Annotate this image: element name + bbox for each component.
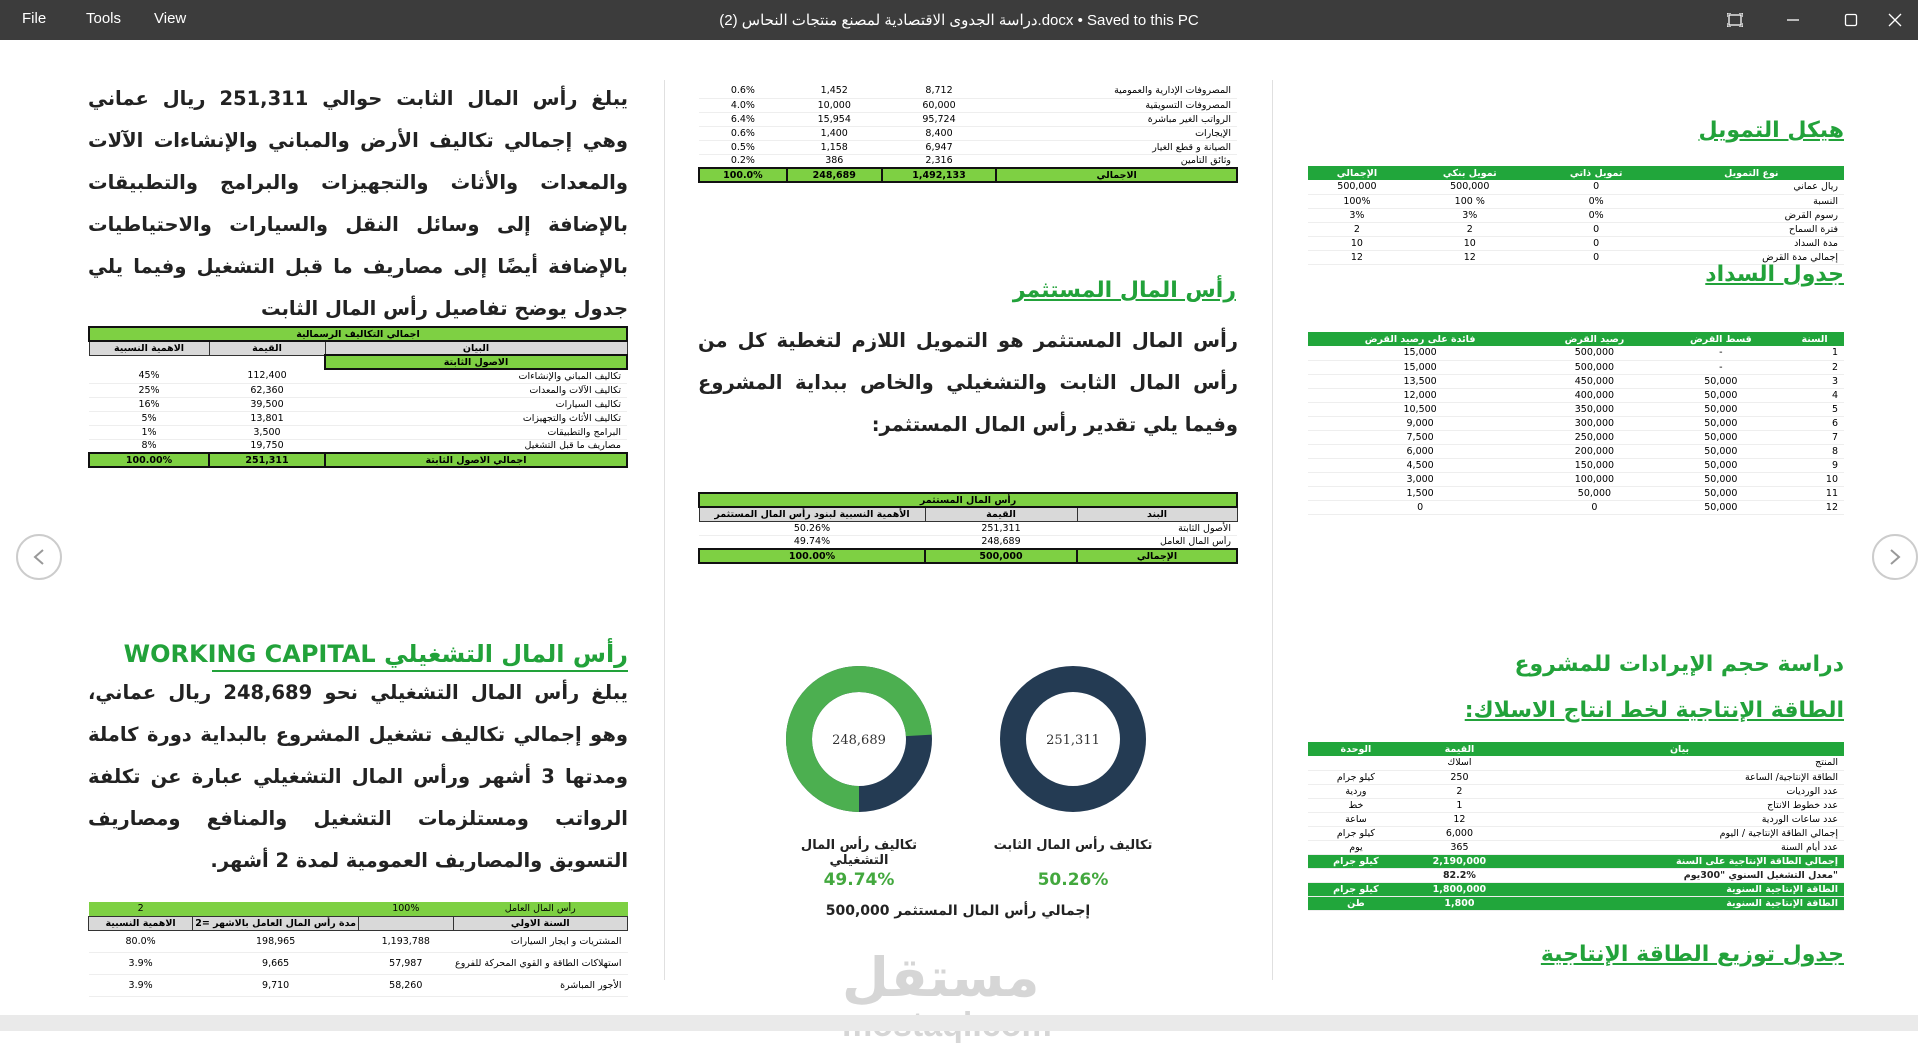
- capacity-row-cell: عدد الورديات: [1515, 784, 1844, 798]
- capex-row-cell: 62,360: [209, 383, 325, 397]
- revenue-study-heading: دراسة حجم الإيرادات للمشروع: [1514, 652, 1844, 677]
- repayment-row-cell: 4,500: [1308, 458, 1532, 472]
- capacity-summary-cell: الطاقة الإنتاجية السنوية: [1515, 896, 1844, 910]
- financing-table: [1308, 166, 1844, 265]
- repayment-row: [1308, 486, 1844, 500]
- expense-row-cell: 95,724: [882, 112, 997, 126]
- financing-row-cell: 0: [1534, 180, 1659, 194]
- donut-label-fixed: تكاليف رأس المال الثابت: [993, 838, 1153, 853]
- repayment-row-cell: 15,000: [1308, 360, 1532, 374]
- capacity-summary-cell: 82.2%: [1404, 868, 1515, 882]
- financing-row-cell: فترة السماح: [1659, 222, 1844, 236]
- capex-row: [89, 383, 627, 397]
- table-header: الوحدة: [1308, 742, 1404, 756]
- watermark-arabic: مستقل: [842, 946, 1040, 1009]
- table-header: السنة: [1785, 332, 1844, 346]
- capex-total-pct: 100.00%: [89, 453, 209, 467]
- repayment-row-cell: 350,000: [1532, 402, 1656, 416]
- capacity-row-cell: المنتج: [1515, 756, 1844, 770]
- wc-header: الاهمية النسبية: [89, 916, 193, 930]
- capex-row-cell: مصاريف ما قبل التشغيل: [325, 439, 627, 453]
- capex-row-cell: 5%: [89, 411, 209, 425]
- capex-row-cell: 19,750: [209, 439, 325, 453]
- wc-row-cell: 3.9%: [89, 974, 193, 996]
- capacity-row-cell: عدد أيام السنة: [1515, 840, 1844, 854]
- capacity-row: [1308, 826, 1844, 840]
- menu-tools[interactable]: Tools: [86, 10, 122, 27]
- wc-top-cell: 100%: [359, 902, 454, 916]
- repayment-row: [1308, 430, 1844, 444]
- financing-row-cell: إجمالي مدة القرض: [1659, 250, 1844, 264]
- capacity-row-cell: 365: [1404, 840, 1515, 854]
- donut-pct-fixed: 50.26%: [1037, 870, 1109, 890]
- repayment-row-cell: -: [1657, 346, 1785, 360]
- expense-row-cell: 0.6%: [699, 126, 787, 140]
- capacity-summary-row: [1308, 882, 1844, 896]
- expense-row-cell: الرواتب الغير مباشرة: [996, 112, 1237, 126]
- capex-table: [88, 326, 628, 468]
- capex-row-cell: البرامج والتطبيقات: [325, 425, 627, 439]
- financing-row-cell: 0: [1534, 222, 1659, 236]
- repayment-row: [1308, 374, 1844, 388]
- exp-total-value: 248,689: [787, 168, 882, 182]
- financing-row-cell: 12: [1406, 250, 1534, 264]
- page-divider: [1272, 80, 1273, 980]
- capacity-summary-cell: كيلو جرام: [1308, 854, 1404, 868]
- expense-row: [699, 112, 1237, 126]
- expense-row-cell: 0.6%: [699, 84, 787, 98]
- repayment-row-cell: 8: [1785, 444, 1844, 458]
- inv-row-cell: 50.26%: [699, 521, 925, 535]
- repayment-row-cell: 0: [1308, 500, 1532, 514]
- financing-row-cell: 500,000: [1308, 180, 1406, 194]
- expense-row-cell: 2,316: [882, 154, 997, 168]
- capacity-row-cell: 1: [1404, 798, 1515, 812]
- inv-row: [699, 535, 1237, 549]
- repayment-row: [1308, 402, 1844, 416]
- exp-total-annual: 1,492,133: [882, 168, 997, 182]
- capex-row-cell: تكاليف الآلات والمعدات: [325, 383, 627, 397]
- capex-total-label: اجمالي الاصول الثابتة: [325, 453, 627, 467]
- wc-top-cell: رأس المال العامل: [453, 902, 627, 916]
- inv-header: الأهمية النسبية لبنود رأس المال المستثمر: [699, 507, 925, 521]
- donut-pct-operating: 49.74%: [823, 870, 895, 890]
- financing-row-cell: ريال عماني: [1659, 180, 1844, 194]
- minimize-icon[interactable]: [1770, 0, 1816, 40]
- wc-row-cell: 9,710: [193, 974, 359, 996]
- capacity-summary-cell: إجمالي الطاقة الإنتاجية على السنة: [1515, 854, 1844, 868]
- financing-row-cell: 0: [1534, 236, 1659, 250]
- operating-capital-donut: [784, 664, 934, 814]
- expense-row-cell: 10,000: [787, 98, 882, 112]
- exp-total-pct: 100.0%: [699, 168, 787, 182]
- expense-row-cell: 1,158: [787, 140, 882, 154]
- repayment-heading: جدول السداد: [1705, 262, 1844, 287]
- repayment-row-cell: 9: [1785, 458, 1844, 472]
- donut-label-operating: تكاليف رأس المال التشغيلي: [800, 838, 918, 868]
- table-header: تمويل ذاتي: [1534, 166, 1659, 180]
- close-icon[interactable]: [1872, 0, 1918, 40]
- repayment-row: [1308, 472, 1844, 486]
- wc-row-cell: المشتريات و ايجار السيارات: [453, 930, 627, 952]
- wc-row-cell: 58,260: [359, 974, 454, 996]
- repayment-row: [1308, 360, 1844, 374]
- expense-row-cell: الإيجارات: [996, 126, 1237, 140]
- expense-row-cell: المصروفات التسويقية: [996, 98, 1237, 112]
- financing-row-cell: رسوم القرض: [1659, 208, 1844, 222]
- capacity-row-cell: كيلو جرام: [1308, 770, 1404, 784]
- repayment-row: [1308, 444, 1844, 458]
- invested-capital-table: [698, 492, 1238, 564]
- repayment-row-cell: 50,000: [1657, 430, 1785, 444]
- production-capacity-heading: الطاقة الإنتاجية لخط انتاج الاسلاك:: [1464, 698, 1844, 723]
- repayment-row-cell: 50,000: [1657, 388, 1785, 402]
- capacity-summary-cell: الطاقة الإنتاجية السنوية: [1515, 882, 1844, 896]
- repayment-row-cell: 300,000: [1532, 416, 1656, 430]
- expense-row-cell: 4.0%: [699, 98, 787, 112]
- financing-row: [1308, 208, 1844, 222]
- working-capital-heading: رأس المال التشغيلي WORKING CAPITAL: [123, 640, 628, 668]
- wc-row-cell: الأجور المباشرة: [453, 974, 627, 996]
- capex-row-cell: 1%: [89, 425, 209, 439]
- capacity-row-cell: إجمالي الطاقة الإنتاجية / اليوم: [1515, 826, 1844, 840]
- repayment-row-cell: 50,000: [1532, 486, 1656, 500]
- expense-row: [699, 126, 1237, 140]
- repayment-row: [1308, 500, 1844, 514]
- capacity-row: [1308, 770, 1844, 784]
- capacity-row-cell: 12: [1404, 812, 1515, 826]
- financing-row-cell: 3%: [1406, 208, 1534, 222]
- wc-row: [89, 974, 628, 996]
- repayment-row-cell: 15,000: [1308, 346, 1532, 360]
- expense-row-cell: 1,452: [787, 84, 882, 98]
- inv-row-cell: الأصول الثابتة: [1077, 521, 1237, 535]
- expense-row-cell: 60,000: [882, 98, 997, 112]
- inv-header: القيمة: [925, 507, 1077, 521]
- inv-title: رأس المال المستثمر: [699, 493, 1237, 507]
- capacity-summary-cell: طن: [1308, 896, 1404, 910]
- wc-row: [89, 930, 628, 952]
- repayment-row-cell: 50,000: [1657, 458, 1785, 472]
- table-header: بيان: [1515, 742, 1844, 756]
- wc-header: السنة الاولي: [453, 916, 627, 930]
- repayment-row-cell: 0: [1532, 500, 1656, 514]
- repayment-row-cell: 50,000: [1657, 472, 1785, 486]
- donut-center-value: 251,311: [1046, 733, 1100, 748]
- inv-total-label: الإجمالي: [1077, 549, 1237, 563]
- invested-capital-paragraph: رأس المال المستثمر هو التمويل اللازم لتغطية كل من رأس المال الثابت والتشغيلي والخاص ببداية المشروع وفيما يلي تقدير رأس المال المستثمر:: [698, 329, 1238, 436]
- expense-row-cell: 6,947: [882, 140, 997, 154]
- repayment-row-cell: 7: [1785, 430, 1844, 444]
- expense-row-cell: 1,400: [787, 126, 882, 140]
- capex-row: [89, 369, 627, 383]
- repayment-row-cell: 500,000: [1532, 346, 1656, 360]
- repayment-row-cell: 5: [1785, 402, 1844, 416]
- capacity-row-cell: 2: [1404, 784, 1515, 798]
- repayment-row-cell: 3,000: [1308, 472, 1532, 486]
- financing-row-cell: 2: [1308, 222, 1406, 236]
- repayment-table: [1308, 332, 1844, 515]
- financing-row-cell: 10: [1406, 236, 1534, 250]
- working-capital-table: [88, 902, 628, 997]
- repayment-row-cell: 1: [1785, 346, 1844, 360]
- repayment-row-cell: 1,500: [1308, 486, 1532, 500]
- capacity-row-cell: 250: [1404, 770, 1515, 784]
- repayment-row-cell: 100,000: [1532, 472, 1656, 486]
- table-header: الإجمالي: [1308, 166, 1406, 180]
- repayment-row: [1308, 388, 1844, 402]
- focus-mode-icon[interactable]: [1712, 0, 1758, 40]
- repayment-row-cell: 13,500: [1308, 374, 1532, 388]
- repayment-row-cell: 2: [1785, 360, 1844, 374]
- capex-header: البيان: [325, 341, 627, 355]
- capex-row: [89, 397, 627, 411]
- financing-row-cell: 500,000: [1406, 180, 1534, 194]
- title-bar: [0, 0, 1918, 40]
- capacity-row: [1308, 812, 1844, 826]
- menu-file[interactable]: File: [22, 10, 47, 27]
- expense-row-cell: 6.4%: [699, 112, 787, 126]
- capacity-row-cell: [1308, 756, 1404, 770]
- capex-row-cell: 112,400: [209, 369, 325, 383]
- capacity-summary-row: [1308, 896, 1844, 910]
- repayment-row: [1308, 458, 1844, 472]
- previous-page-button[interactable]: [16, 534, 62, 580]
- financing-row-cell: 2: [1406, 222, 1534, 236]
- repayment-row-cell: 9,000: [1308, 416, 1532, 430]
- inv-header: البند: [1077, 507, 1237, 521]
- capacity-summary-row: [1308, 854, 1844, 868]
- financing-row-cell: 3%: [1308, 208, 1406, 222]
- wc-row: [89, 952, 628, 974]
- wc-row-cell: 1,193,788: [359, 930, 454, 952]
- financing-row-cell: 100 %: [1406, 194, 1534, 208]
- capacity-row: [1308, 840, 1844, 854]
- repayment-row-cell: 50,000: [1657, 416, 1785, 430]
- repayment-row: [1308, 416, 1844, 430]
- capex-row: [89, 425, 627, 439]
- capex-row-cell: 3,500: [209, 425, 325, 439]
- repayment-row-cell: 450,000: [1532, 374, 1656, 388]
- expense-row: [699, 84, 1237, 98]
- capex-row-cell: تكاليف المباني والإنشاءات: [325, 369, 627, 383]
- repayment-row: [1308, 346, 1844, 360]
- financing-row: [1308, 180, 1844, 194]
- capacity-row-cell: عدد ساعات الوردية: [1515, 812, 1844, 826]
- financing-row-cell: النسبة: [1659, 194, 1844, 208]
- repayment-row-cell: 200,000: [1532, 444, 1656, 458]
- capex-row-cell: تكاليف الأثاث والتجهيزات: [325, 411, 627, 425]
- invested-capital-heading: رأس المال المستثمر: [1012, 278, 1236, 303]
- total-invested-text: إجمالي رأس المال المستثمر 500,000: [825, 903, 1091, 919]
- wc-row-cell: 198,965: [193, 930, 359, 952]
- expense-row-cell: الصيانة و قطع الغيار: [996, 140, 1237, 154]
- financing-row: [1308, 194, 1844, 208]
- inv-row-cell: 248,689: [925, 535, 1077, 549]
- capex-row: [89, 439, 627, 453]
- repayment-row-cell: 7,500: [1308, 430, 1532, 444]
- wc-row-cell: 80.0%: [89, 930, 193, 952]
- expenses-table: [698, 84, 1238, 183]
- capacity-row-cell: خط: [1308, 798, 1404, 812]
- capacity-row-cell: اسلاك: [1404, 756, 1515, 770]
- capex-row-cell: 45%: [89, 369, 209, 383]
- repayment-row-cell: 4: [1785, 388, 1844, 402]
- expense-row-cell: 8,400: [882, 126, 997, 140]
- repayment-row-cell: 12,000: [1308, 388, 1532, 402]
- page-divider: [664, 80, 665, 980]
- financing-row-cell: 100%: [1308, 194, 1406, 208]
- capacity-row-cell: يوم: [1308, 840, 1404, 854]
- expense-row: [699, 140, 1237, 154]
- capacity-summary-cell: كيلو جرام: [1308, 882, 1404, 896]
- document-viewer[interactable]: [0, 40, 1918, 1015]
- financing-row-cell: 0%: [1534, 208, 1659, 222]
- capacity-table: [1308, 742, 1844, 911]
- wc-row-cell: 57,987: [359, 952, 454, 974]
- exp-total-label: الاجمالي: [996, 168, 1237, 182]
- repayment-row-cell: 50,000: [1657, 500, 1785, 514]
- financing-row-cell: 0: [1534, 250, 1659, 264]
- repayment-row-cell: 500,000: [1532, 360, 1656, 374]
- wc-top-cell: [193, 902, 359, 916]
- repayment-row-cell: 6,000: [1308, 444, 1532, 458]
- expense-row-cell: وثائق التأمين: [996, 154, 1237, 168]
- capacity-row-cell: وردية: [1308, 784, 1404, 798]
- wc-row-cell: استهلاكات الطاقة و القوي المحركة للفروع: [453, 952, 627, 974]
- inv-total-value: 500,000: [925, 549, 1077, 563]
- repayment-row-cell: -: [1657, 360, 1785, 374]
- inv-row-cell: رأس المال العامل: [1077, 535, 1237, 549]
- expense-row-cell: 386: [787, 154, 882, 168]
- menu-view[interactable]: View: [154, 10, 187, 27]
- capex-title: اجمالي التكاليف الرسمالية: [89, 327, 627, 341]
- capacity-row-cell: عدد خطوط الانتاج: [1515, 798, 1844, 812]
- wc-row-cell: 9,665: [193, 952, 359, 974]
- financing-structure-heading: هيكل التمويل: [1698, 118, 1844, 143]
- capacity-summary-cell: 1,800,000: [1404, 882, 1515, 896]
- fixed-capital-paragraph: يبلغ رأس المال الثابت حوالي 251,311 ريال عماني وهي إجمالي تكاليف الأرض والمباني والإنشاءات الآلات والمعدات والأثاث والتجهيزات والبرامج والتطبيقات بالإضافة إلى وسائل النقل والسيارات والاحتياطيات بالإضافة أيضًا إلى مصاريف ما قبل التشغيل وفيما يلي جدول يوضح تفاصيل رأس المال الثابت: [88, 87, 628, 320]
- capacity-row-cell: 6,000: [1404, 826, 1515, 840]
- financing-row-cell: 10: [1308, 236, 1406, 250]
- wc-top-cell: 2: [89, 902, 193, 916]
- capacity-row-cell: ساعة: [1308, 812, 1404, 826]
- capex-row-cell: 13,801: [209, 411, 325, 425]
- inv-row-cell: 251,311: [925, 521, 1077, 535]
- repayment-row-cell: 50,000: [1657, 486, 1785, 500]
- wc-row-cell: 3.9%: [89, 952, 193, 974]
- maximize-icon[interactable]: [1828, 0, 1874, 40]
- expense-row-cell: المصروفات الإدارية والعمومية: [996, 84, 1237, 98]
- repayment-row-cell: 400,000: [1532, 388, 1656, 402]
- capacity-summary-cell: 2,190,000: [1404, 854, 1515, 868]
- expense-row: [699, 154, 1237, 168]
- repayment-row-cell: 3: [1785, 374, 1844, 388]
- capex-total-value: 251,311: [209, 453, 325, 467]
- capacity-summary-cell: 1,800: [1404, 896, 1515, 910]
- repayment-row-cell: 250,000: [1532, 430, 1656, 444]
- capacity-summary-cell: معدل التشغيل السنوي "300يوم": [1515, 868, 1844, 882]
- table-header: القيمة: [1404, 742, 1515, 756]
- capacity-summary-row: [1308, 868, 1844, 882]
- capex-row-cell: 39,500: [209, 397, 325, 411]
- inv-total-pct: 100.00%: [699, 549, 925, 563]
- expense-row-cell: 15,954: [787, 112, 882, 126]
- capacity-row-cell: كيلو جرام: [1308, 826, 1404, 840]
- repayment-row-cell: 10,500: [1308, 402, 1532, 416]
- capex-header: الاهمية النسبية: [89, 341, 209, 355]
- capacity-row: [1308, 798, 1844, 812]
- financing-row-cell: 12: [1308, 250, 1406, 264]
- repayment-row-cell: 12: [1785, 500, 1844, 514]
- capex-row-cell: 16%: [89, 397, 209, 411]
- capex-row-cell: تكاليف السيارات: [325, 397, 627, 411]
- table-header: رصيد القرض: [1532, 332, 1656, 346]
- financing-row-cell: مدة السداد: [1659, 236, 1844, 250]
- working-capital-paragraph: يبلغ رأس المال التشغيلي نحو 248,689 ريال عماني، وهو إجمالي تكاليف تشغيل المشروع بالبداية دورة كاملة ومدتها 3 أشهر ورأس المال التشغيلي عبارة عن تكلفة الرواتب ومستلزمات التشغيل والمنافع ومصاريف التسويق والمصاريف العمومية لمدة 2 أشهر.: [88, 681, 628, 872]
- capacity-row-cell: الطاقة الإنتاجية/ الساعة: [1515, 770, 1844, 784]
- table-header: تمويل بنكي: [1406, 166, 1534, 180]
- repayment-row-cell: 50,000: [1657, 374, 1785, 388]
- capex-header: القيمة: [209, 341, 325, 355]
- expense-row-cell: 8,712: [882, 84, 997, 98]
- capacity-distribution-heading: جدول توزيع الطاقة الإنتاجية: [1540, 942, 1844, 967]
- wc-header: مدة رأس المال العامل بالاشهر =2: [193, 916, 359, 930]
- financing-row-cell: 0%: [1534, 194, 1659, 208]
- expense-row-cell: 0.5%: [699, 140, 787, 154]
- table-header: فائدة على رصيد القرض: [1308, 332, 1532, 346]
- table-header: نوع التمويل: [1659, 166, 1844, 180]
- inv-row: [699, 521, 1237, 535]
- capex-row-cell: 8%: [89, 439, 209, 453]
- document-title: دراسة الجدوى الاقتصادية لمصنع منتجات النحاس (2).docx • Saved to this PC: [719, 12, 1199, 29]
- financing-row: [1308, 222, 1844, 236]
- capacity-summary-cell: [1308, 868, 1404, 882]
- capex-section: الاصول الثابتة: [325, 355, 627, 369]
- capacity-row: [1308, 756, 1844, 770]
- repayment-row-cell: 6: [1785, 416, 1844, 430]
- repayment-row-cell: 150,000: [1532, 458, 1656, 472]
- fixed-capital-donut: [998, 664, 1148, 814]
- next-page-button[interactable]: [1872, 534, 1918, 580]
- status-bar: [0, 1015, 1918, 1031]
- repayment-row-cell: 10: [1785, 472, 1844, 486]
- capex-row-cell: 25%: [89, 383, 209, 397]
- inv-row-cell: 49.74%: [699, 535, 925, 549]
- repayment-row-cell: 11: [1785, 486, 1844, 500]
- donut-center-value: 248,689: [832, 733, 886, 748]
- repayment-row-cell: 50,000: [1657, 444, 1785, 458]
- expense-row: [699, 98, 1237, 112]
- expense-row-cell: 0.2%: [699, 154, 787, 168]
- wc-header: [359, 916, 454, 930]
- capacity-row: [1308, 784, 1844, 798]
- table-header: قسط القرض: [1657, 332, 1785, 346]
- capex-row: [89, 411, 627, 425]
- repayment-row-cell: 50,000: [1657, 402, 1785, 416]
- financing-row: [1308, 236, 1844, 250]
